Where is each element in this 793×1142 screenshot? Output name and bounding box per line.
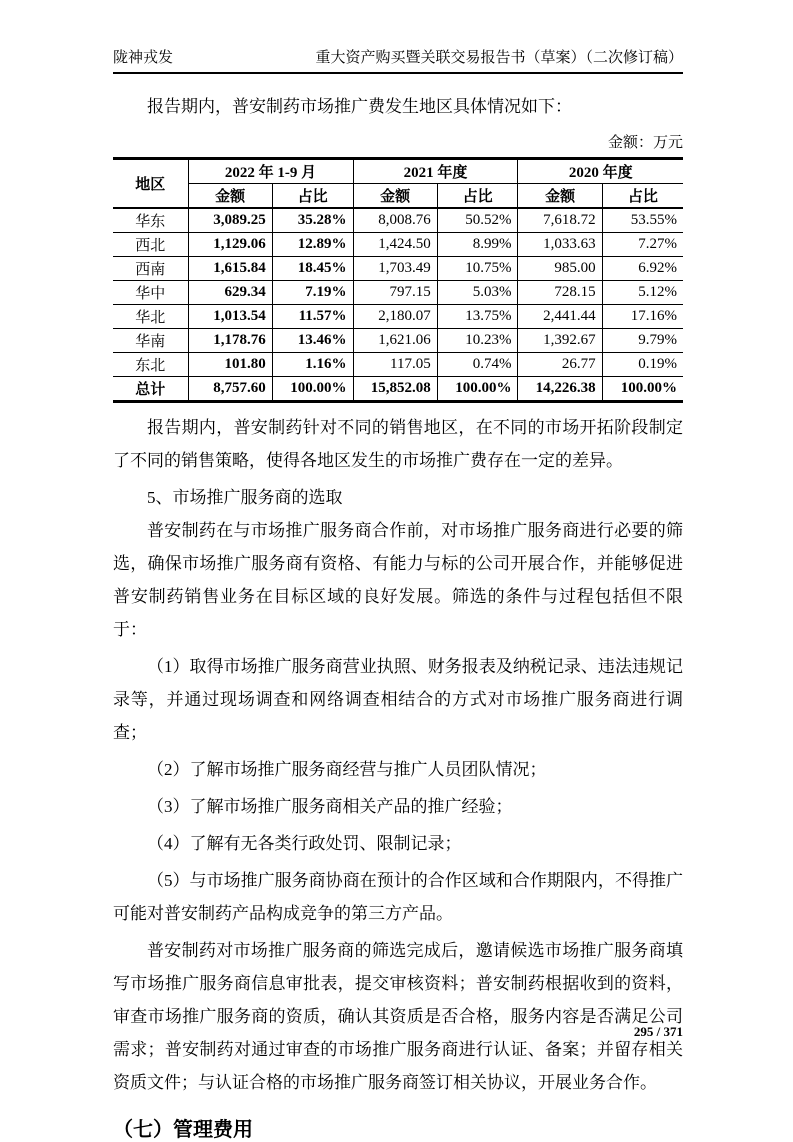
list-item-2: （2）了解市场推广服务商经营与推广人员团队情况； bbox=[147, 760, 547, 779]
ratio-2020-cell: 53.55% bbox=[602, 208, 683, 233]
table-row bbox=[113, 233, 683, 257]
amount-2022-cell: 629.34 bbox=[188, 281, 272, 305]
column-header-amount-2021: 金额 bbox=[353, 184, 437, 209]
amount-2020-cell: 985.00 bbox=[518, 257, 602, 281]
list-item-3: （3）了解市场推广服务商相关产品的推广经验； bbox=[147, 797, 513, 816]
list-item-4: （4）了解有无各类行政处罚、限制记录； bbox=[147, 834, 462, 853]
table-row bbox=[113, 257, 683, 281]
table-row bbox=[113, 281, 683, 305]
ratio-2022-cell: 7.19% bbox=[272, 281, 353, 305]
amount-2021-cell: 1,621.06 bbox=[353, 329, 437, 353]
region-cell: 华南 bbox=[113, 329, 188, 353]
table-row bbox=[113, 329, 683, 353]
amount-2022-cell: 1,129.06 bbox=[188, 233, 272, 257]
ratio-2020-cell: 0.19% bbox=[602, 353, 683, 377]
column-header-ratio-2022: 占比 bbox=[272, 184, 353, 209]
list-item-1: （1）取得市场推广服务商营业执照、财务报表及纳税记录、违法违规记录等，并通过现场调查和网络调查相结合的方式对市场推广服务商进行调查； bbox=[113, 657, 683, 742]
ratio-2021-cell: 10.75% bbox=[437, 257, 518, 281]
amount-2021-cell: 797.15 bbox=[353, 281, 437, 305]
ratio-2022-cell: 35.28% bbox=[272, 208, 353, 233]
running-header bbox=[113, 46, 683, 74]
page-number: 295 / 371 bbox=[633, 1024, 683, 1039]
ratio-2022-cell: 100.00% bbox=[272, 377, 353, 402]
amount-2022-cell: 1,615.84 bbox=[188, 257, 272, 281]
amount-2021-cell: 117.05 bbox=[353, 353, 437, 377]
amount-2020-cell: 728.15 bbox=[518, 281, 602, 305]
amount-2022-cell: 101.80 bbox=[188, 353, 272, 377]
table-row bbox=[113, 305, 683, 329]
region-cell: 华中 bbox=[113, 281, 188, 305]
table-group-header-row bbox=[113, 159, 683, 184]
amount-2022-cell: 1,178.76 bbox=[188, 329, 272, 353]
ratio-2022-cell: 18.45% bbox=[272, 257, 353, 281]
amount-2020-cell: 1,033.63 bbox=[518, 233, 602, 257]
table-sub-header-row bbox=[113, 184, 683, 209]
ratio-2022-cell: 1.16% bbox=[272, 353, 353, 377]
amount-2020-cell: 2,441.44 bbox=[518, 305, 602, 329]
ratio-2021-cell: 5.03% bbox=[437, 281, 518, 305]
sub-heading-5: 5、市场推广服务商的选取 bbox=[147, 488, 343, 507]
table-row bbox=[113, 208, 683, 233]
region-cell: 总计 bbox=[113, 377, 188, 402]
column-group-2022: 2022 年 1-9 月 bbox=[188, 159, 353, 184]
ratio-2021-cell: 13.75% bbox=[437, 305, 518, 329]
amount-2021-cell: 2,180.07 bbox=[353, 305, 437, 329]
region-cell: 华北 bbox=[113, 305, 188, 329]
ratio-2021-cell: 8.99% bbox=[437, 233, 518, 257]
amount-2021-cell: 1,424.50 bbox=[353, 233, 437, 257]
ratio-2021-cell: 50.52% bbox=[437, 208, 518, 233]
ratio-2020-cell: 9.79% bbox=[602, 329, 683, 353]
amount-2022-cell: 1,013.54 bbox=[188, 305, 272, 329]
column-group-2020: 2020 年度 bbox=[518, 159, 683, 184]
table-total-row bbox=[113, 377, 683, 402]
amount-2020-cell: 7,618.72 bbox=[518, 208, 602, 233]
paragraph-after-table: 报告期内，普安制药针对不同的销售地区，在不同的市场开拓阶段制定了不同的销售策略，使得各地区发生的市场推广费存在一定的差异。 bbox=[113, 418, 683, 470]
region-cell: 西北 bbox=[113, 233, 188, 257]
ratio-2020-cell: 5.12% bbox=[602, 281, 683, 305]
region-cell: 东北 bbox=[113, 353, 188, 377]
section-heading-admin-expenses: （七）管理费用 bbox=[113, 1119, 253, 1141]
column-group-2021: 2021 年度 bbox=[353, 159, 518, 184]
region-cell: 华东 bbox=[113, 208, 188, 233]
ratio-2020-cell: 7.27% bbox=[602, 233, 683, 257]
unit-note: 金额：万元 bbox=[607, 135, 683, 151]
region-cell: 西南 bbox=[113, 257, 188, 281]
table-row bbox=[113, 353, 683, 377]
ratio-2021-cell: 0.74% bbox=[437, 353, 518, 377]
amount-2021-cell: 1,703.49 bbox=[353, 257, 437, 281]
ratio-2021-cell: 10.23% bbox=[437, 329, 518, 353]
header-document-title: 重大资产购买暨关联交易报告书（草案）（二次修订稿） bbox=[315, 50, 683, 66]
amount-2022-cell: 8,757.60 bbox=[188, 377, 272, 402]
ratio-2022-cell: 11.57% bbox=[272, 305, 353, 329]
amount-2020-cell: 14,226.38 bbox=[518, 377, 602, 402]
ratio-2020-cell: 100.00% bbox=[602, 377, 683, 402]
ratio-2020-cell: 6.92% bbox=[602, 257, 683, 281]
paragraph-screening: 普安制药在与市场推广服务商合作前，对市场推广服务商进行必要的筛选，确保市场推广服务商有资格、有能力与标的公司开展合作，并能够促进普安制药销售业务在目标区域的良好发展。筛选的条件与过程包括但不限于： bbox=[113, 521, 683, 639]
ratio-2022-cell: 12.89% bbox=[272, 233, 353, 257]
amount-2021-cell: 15,852.08 bbox=[353, 377, 437, 402]
promo-expense-by-region-table bbox=[113, 157, 683, 403]
column-header-amount-2022: 金额 bbox=[188, 184, 272, 209]
ratio-2020-cell: 17.16% bbox=[602, 305, 683, 329]
amount-2022-cell: 3,089.25 bbox=[188, 208, 272, 233]
amount-2020-cell: 26.77 bbox=[518, 353, 602, 377]
ratio-2021-cell: 100.00% bbox=[437, 377, 518, 402]
column-header-ratio-2020: 占比 bbox=[602, 184, 683, 209]
amount-2020-cell: 1,392.67 bbox=[518, 329, 602, 353]
column-header-amount-2020: 金额 bbox=[518, 184, 602, 209]
column-header-ratio-2021: 占比 bbox=[437, 184, 518, 209]
ratio-2022-cell: 13.46% bbox=[272, 329, 353, 353]
column-header-region: 地区 bbox=[113, 159, 188, 209]
intro-paragraph: 报告期内，普安制药市场推广费发生地区具体情况如下： bbox=[147, 97, 572, 116]
paragraph-final: 普安制药对市场推广服务商的筛选完成后，邀请候选市场推广服务商填写市场推广服务商信息审批表，提交审核资料；普安制药根据收到的资料，审查市场推广服务商的资质，确认其资质是否合格，服务内容是否满足公司需求；普安制药对通过审查的市场推广服务商进行认证、备案；并留存相关资质文件；与认证合格的市场推广服务商签订相关协议，开展业务合作。 bbox=[113, 941, 683, 1092]
list-item-5: （5）与市场推广服务商协商在预计的合作区域和合作期限内，不得推广可能对普安制药产品构成竞争的第三方产品。 bbox=[113, 871, 683, 923]
amount-2021-cell: 8,008.76 bbox=[353, 208, 437, 233]
header-company-name: 陇神戎发 bbox=[113, 50, 174, 66]
